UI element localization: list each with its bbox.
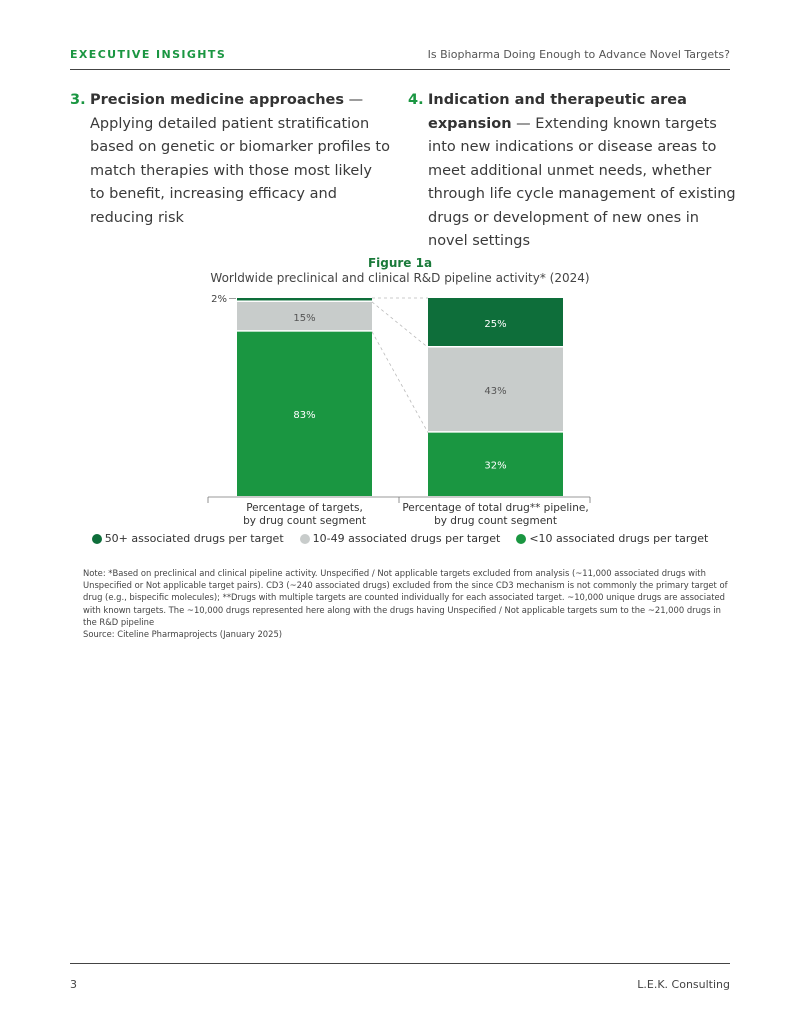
header-divider (70, 69, 730, 70)
section-label: EXECUTIVE INSIGHTS (70, 48, 227, 61)
legend-swatch (92, 534, 102, 544)
legend-label: <10 associated drugs per target (529, 532, 709, 545)
category-label: Percentage of total drug** pipeline, (402, 502, 589, 514)
source-text: Source: Citeline Pharmaprojects (January 2025) (83, 629, 283, 640)
stacked-bar-chart (0, 286, 800, 526)
note-text: Note: *Based on preclinical and clinical pipeline activity. Unspecified / Not applicable targets excluded from analysis (~11,000 associated drugs with Unspecified or Not applicable target pairs). CD3 (~240 associated drugs) excluded from the since CD3 mechanism is not commonly the primary target of drug (e.g., bispecific molecules); **Drugs with multiple targets are counted individually for each associated target. ~10,000 unique drugs are associated with known targets. The ~10,000 drugs represented here along with the drugs having Unspecified / Not applicable targets sum to the ~21,000 drugs in the R&D pipeline (83, 568, 728, 627)
list-item-body (90, 89, 390, 230)
category-label: Percentage of targets, (246, 502, 363, 514)
legend-label: 10-49 associated drugs per target (312, 532, 501, 545)
legend-swatch (300, 534, 310, 544)
legend-label: 50+ associated drugs per target (104, 532, 284, 545)
document-title: Is Biopharma Doing Enough to Advance Novel Targets? (427, 48, 730, 61)
legend-item (300, 532, 501, 545)
connector-line (372, 302, 428, 348)
legend-item (92, 532, 284, 545)
list-item-lead: Precision medicine approaches (90, 92, 344, 108)
list-item-body (428, 89, 738, 254)
bar-segment (237, 298, 372, 300)
list-item-number: 4. (408, 92, 424, 108)
list-item-lead: Indication and therapeutic area expansion (428, 92, 687, 132)
data-label: 43% (484, 386, 507, 398)
data-label: 2% (211, 294, 227, 305)
category-label: by drug count segment (243, 515, 366, 526)
footer-divider (70, 963, 730, 964)
page-number: 3 (70, 978, 77, 991)
list-item-precision-medicine (70, 89, 390, 230)
chart-legend (0, 532, 800, 545)
figure-label: Figure 1a (367, 256, 433, 270)
list-item-indication-expansion (408, 89, 738, 254)
list-item-text: — Applying detailed patient stratification based on genetic or biomarker profiles to match therapies with those most likely to benefit, increasing efficacy and reducing risk (90, 92, 390, 226)
list-item-number: 3. (70, 92, 86, 108)
list-item-text: — Extending known targets into new indications or disease areas to meet additional unmet needs, whether through life cycle management of existing drugs or development of new ones in novel settings (428, 115, 736, 249)
category-label: by drug count segment (434, 515, 557, 526)
data-label: 15% (293, 312, 316, 324)
figure-notes (83, 567, 733, 640)
legend-swatch (516, 534, 526, 544)
data-label: 83% (293, 409, 316, 421)
data-label: 25% (484, 318, 507, 330)
legend-item (516, 532, 708, 545)
company-name: L.E.K. Consulting (637, 978, 730, 991)
figure-subtitle: Worldwide preclinical and clinical R&D pipeline activity* (2024) (210, 271, 590, 285)
connector-line (372, 332, 428, 433)
data-label: 32% (484, 460, 507, 472)
